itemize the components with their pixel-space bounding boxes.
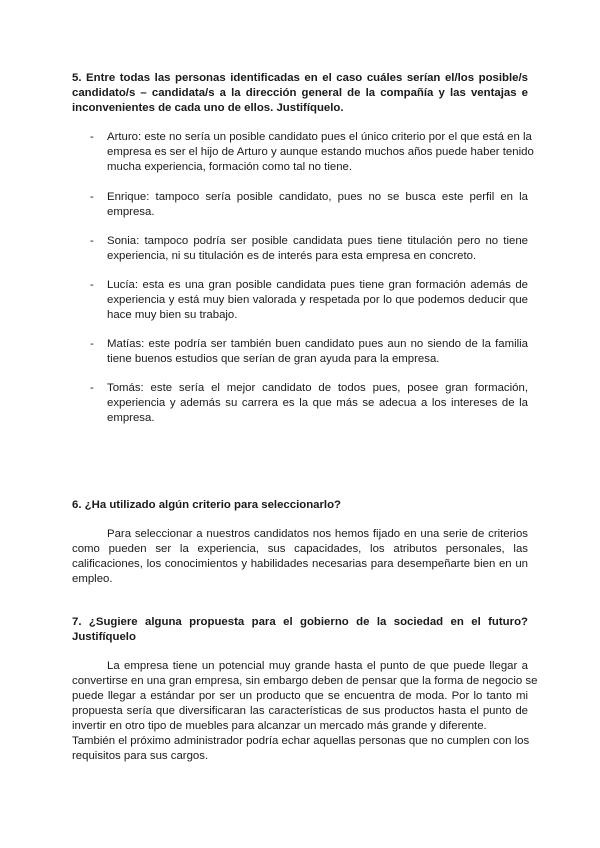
list-bullet: - <box>90 235 94 247</box>
paragraph-line: empleo. <box>72 573 113 585</box>
list-item-line: Enrique: tampoco sería posible candidato, pues no se busca este perfil en la <box>107 191 528 203</box>
list-item-line: experiencia y está muy bien valorada y respetada por lo que podemos deducir que <box>107 294 528 306</box>
list-item-line: mucha experiencia, formación como tal no tiene. <box>107 161 353 173</box>
question-5-line-1: 5. Entre todas las personas identificadas en el caso cuáles serían el/los posible/s <box>72 72 528 84</box>
paragraph-line: calificaciones, los conocimientos y habilidades necesarias para desempeñarte bien en un <box>72 558 528 570</box>
list-item-line: Tomás: este sería el mejor candidato de todos pues, posee gran formación, <box>107 382 528 394</box>
list-item-line: experiencia y además su carrera es la que más se adecua a los intereses de la <box>107 397 528 409</box>
list-bullet: - <box>90 279 94 291</box>
list-item-line: Matías: este podría ser también buen candidato pues aun no siendo de la familia <box>107 338 528 350</box>
list-item-line: Arturo: este no sería un posible candidato pues el único criterio por el que está en la <box>107 131 532 143</box>
question-5-line-3: inconvenientes de cada uno de ellos. Justifíquelo. <box>72 102 344 114</box>
question-7-line-2: Justifíquelo <box>72 631 136 643</box>
list-bullet: - <box>90 191 94 203</box>
list-item-line: Sonia: tampoco podría ser posible candidata pues tiene titulación pero no tiene <box>107 235 528 247</box>
list-bullet: - <box>90 338 94 350</box>
paragraph-line: propuesta sería que diversificaran las características de sus productos hasta el punto de <box>72 705 528 717</box>
paragraph-line: convertirse en una gran empresa, sin embargo deben de pensar que la forma de negocio se <box>72 675 538 687</box>
paragraph-line: La empresa tiene un potencial muy grande hasta el punto de que puede llegar a <box>107 660 528 672</box>
question-7-line-1: 7. ¿Sugiere alguna propuesta para el gobierno de la sociedad en el futuro? <box>72 616 528 628</box>
paragraph-line: También el próximo administrador podría echar aquellas personas que no cumplen con los <box>72 735 530 747</box>
list-item-line: Lucía: esta es una gran posible candidata pues tiene gran formación además de <box>107 279 528 291</box>
list-item-line: empresa. <box>107 412 155 424</box>
paragraph-line: requisitos para sus cargos. <box>72 750 209 762</box>
paragraph-line: como pueden ser la experiencia, sus capacidades, los atributos personales, las <box>72 543 528 555</box>
list-item-line: empresa es ser el hijo de Arturo y aunque estando muchos años puede haber tenido <box>107 146 534 158</box>
list-item-line: tiene buenos estudios que serían de gran ayuda para la empresa. <box>107 353 440 365</box>
paragraph-line: invertir en otro tipo de muebles para alcanzar un mercado más grande y diferente. <box>72 720 487 732</box>
list-item-line: empresa. <box>107 206 155 218</box>
list-item-line: hace muy bien su trabajo. <box>107 309 238 321</box>
list-item-line: experiencia, ni su titulación es de interés para esta empresa en concreto. <box>107 250 477 262</box>
list-bullet: - <box>90 131 94 143</box>
question-6-heading: 6. ¿Ha utilizado algún criterio para seleccionarlo? <box>72 499 342 511</box>
paragraph-line: Para seleccionar a nuestros candidatos nos hemos fijado en una serie de criterios <box>107 528 528 540</box>
paragraph-line: puede llegar a estándar por ser un producto que se encuentra de moda. Por lo tanto mi <box>72 690 528 702</box>
question-5-line-2: candidato/s – candidata/s a la dirección general de la compañía y las ventajas e <box>72 87 528 99</box>
list-bullet: - <box>90 382 94 394</box>
